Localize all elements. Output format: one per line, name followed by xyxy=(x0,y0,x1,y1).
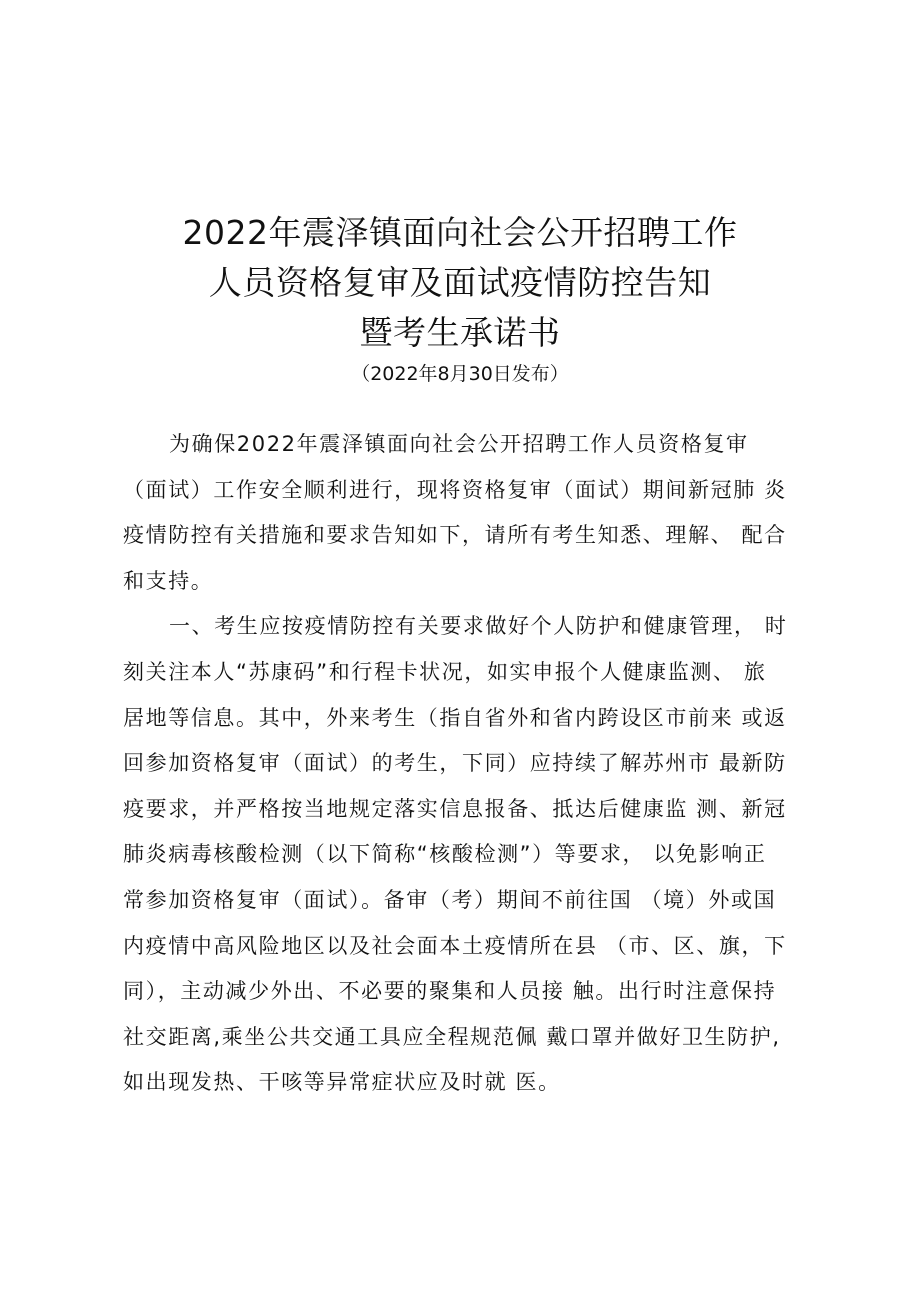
title-line-2: 人员资格复审及面试疫情防控告知 xyxy=(208,263,712,302)
text-line: 刻关注本人“苏康码”和行程卡状况，如实申报个人健康监测、 旅 xyxy=(123,659,767,684)
text-line: 和支持。 xyxy=(123,568,214,593)
text-line: 一、考生应按疫情防控有关要求做好个人防护和健康管理， 时 xyxy=(169,614,788,639)
text-line: 居地等信息。其中，外来考生（指自省外和省内跨设区市前来 或返 xyxy=(123,705,787,730)
title-line-3: 暨考生承诺书 xyxy=(359,313,561,352)
text-line: （面试）工作安全顺利进行，现将资格复审（面试）期间新冠肺 炎 xyxy=(123,477,787,502)
title-line-1: 2022年震泽镇面向社会公开招聘工作 xyxy=(182,213,738,252)
text-line: 疫情防控有关措施和要求告知如下，请所有考生知悉、理解、 配合 xyxy=(123,523,787,548)
text-line: 为确保2022年震泽镇面向社会公开招聘工作人员资格复审 xyxy=(169,432,749,456)
text-line: 如出现发热、干咳等异常症状应及时就 医。 xyxy=(123,1070,561,1095)
text-line: 常参加资格复审（面试）。备审（考）期间不前往国 （境）外或国 xyxy=(123,887,777,912)
document-body xyxy=(123,422,813,1106)
text-line: 同），主动减少外出、不必要的聚集和人员接 触。出行时注意保持 xyxy=(123,979,777,1004)
paragraph-section-1 xyxy=(123,604,813,1106)
text-line: 疫要求，并严格按当地规定落实信息报备、抵达后健康监 测、新冠 xyxy=(123,796,787,821)
text-line: 内疫情中高风险地区以及社会面本土疫情所在县 （市、区、旗，下 xyxy=(123,933,787,958)
text-line: 回参加资格复审（面试）的考生，下同）应持续了解苏州市 最新防 xyxy=(123,751,787,776)
text-line: 肺炎病毒核酸检测（以下简称“核酸检测”）等要求， 以免影响正 xyxy=(123,842,767,867)
text-line: 社交距离,乘坐公共交通工具应全程规范佩 戴口罩并做好卫生防护, xyxy=(123,1024,781,1049)
paragraph-intro xyxy=(123,422,813,604)
document-title xyxy=(0,208,920,358)
publish-date: （2022年8月30日发布） xyxy=(351,363,569,385)
